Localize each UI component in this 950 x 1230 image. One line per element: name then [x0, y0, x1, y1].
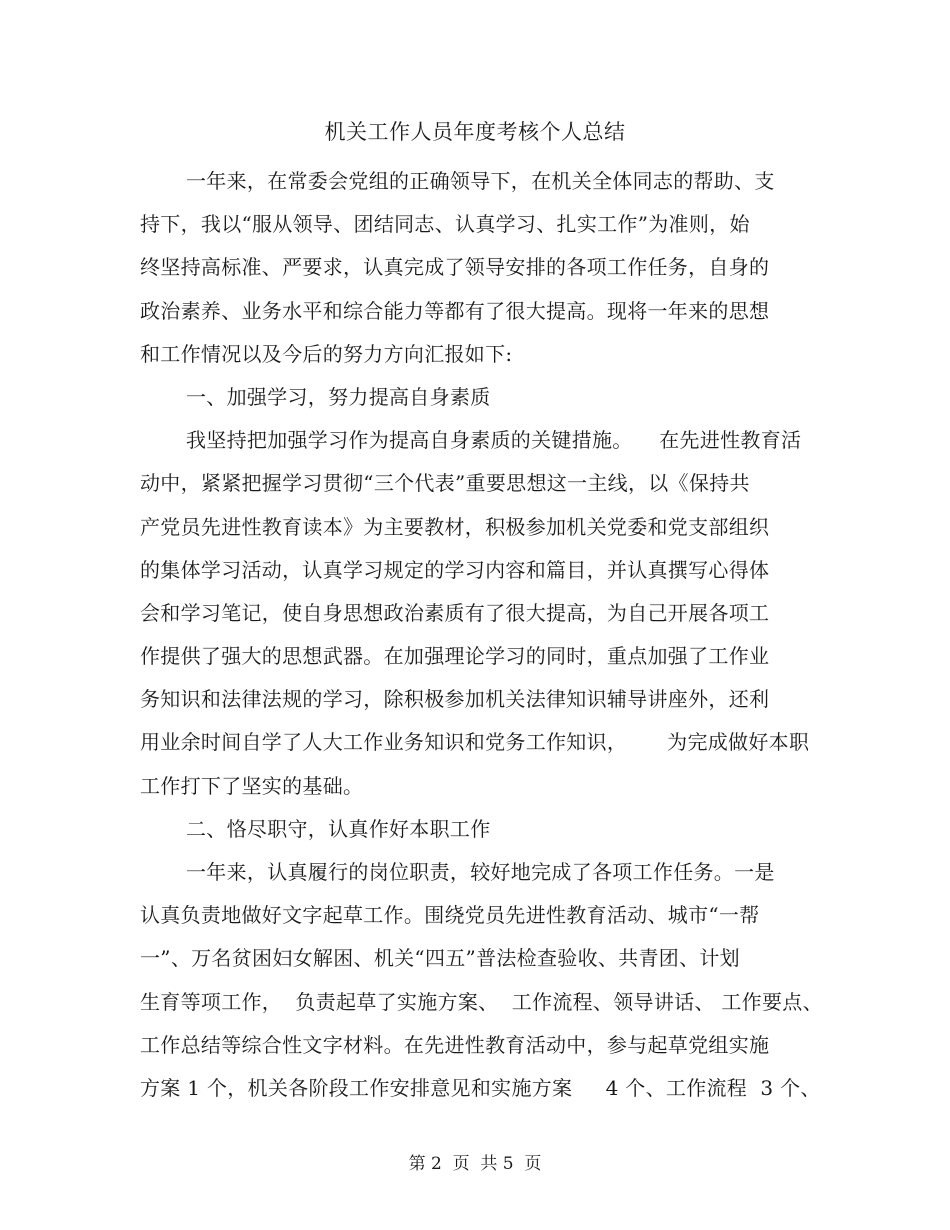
- paragraph-line: 产党员先进性教育读本》为主要教材，积极参加机关党委和党支部组织: [140, 514, 770, 539]
- paragraph-line: 一”、万名贫困妇女解困、机关“四五”普法检查验收、共青团、计划: [140, 946, 740, 971]
- paragraph-line: 认真负责地做好文字起草工作。围绕党员先进性教育活动、城市“一帮: [140, 903, 760, 928]
- section-heading: 一、加强学习，努力提高自身素质: [186, 384, 491, 409]
- page-number: 第 2 页 共 5 页: [408, 1154, 542, 1174]
- paragraph-line: 一年来，在常委会党组的正确领导下，在机关全体同志的帮助、支: [186, 169, 775, 193]
- paragraph-line: 生育等项工作， 负责起草了实施方案、 工作流程、领导讲话、 工作要点、: [140, 989, 823, 1014]
- paragraph-line: 的集体学习活动，认真学习规定的学习内容和篇目，并认真撰写心得体: [140, 557, 770, 582]
- section-heading: 二、恪尽职守，认真作好本职工作: [186, 816, 491, 841]
- paragraph-line: 工作打下了坚实的基础。: [140, 773, 364, 798]
- paragraph-line: 务知识和法律法规的学习，除积极参加机关法律知识辅导讲座外，还利: [140, 687, 770, 712]
- paragraph-line: 终坚持高标准、严要求，认真完成了领导安排的各项工作任务，自身的: [140, 255, 770, 280]
- paragraph-line: 用业余时间自学了人大工作业务知识和党务工作知识， 为完成做好本职: [140, 730, 810, 755]
- paragraph-line: 持下，我以“服从领导、团结同志、认真学习、扎实工作”为准则，始: [140, 212, 750, 237]
- paragraph-line: 动中，紧紧把握学习贯彻“三个代表”重要思想这一主线，以《保持共: [140, 471, 750, 496]
- document-title: 机关工作人员年度考核个人总结: [324, 120, 626, 144]
- paragraph-line: 作提供了强大的思想武器。在加强理论学习的同时，重点加强了工作业: [140, 644, 770, 669]
- document-body: [140, 160, 823, 1110]
- paragraph-line: 和工作情况以及今后的努力方向汇报如下:: [140, 341, 513, 366]
- paragraph-line: 会和学习笔记，使自身思想政治素质有了很大提高，为自己开展各项工: [140, 600, 770, 625]
- paragraph-line: 工作总结等综合性文字材料。在先进性教育活动中，参与起草党组实施: [140, 1032, 770, 1057]
- paragraph-line: 一年来，认真履行的岗位职责，较好地完成了各项工作任务。一是: [186, 860, 775, 884]
- paragraph-line: 我坚持把加强学习作为提高自身素质的关键措施。 在先进性教育活: [186, 428, 802, 453]
- paragraph-line: 方案 1 个，机关各阶段工作安排意见和实施方案 4 个、工作流程 3 个、: [140, 1075, 821, 1100]
- paragraph-line: 政治素养、业务水平和综合能力等都有了很大提高。现将一年来的思想: [140, 298, 770, 323]
